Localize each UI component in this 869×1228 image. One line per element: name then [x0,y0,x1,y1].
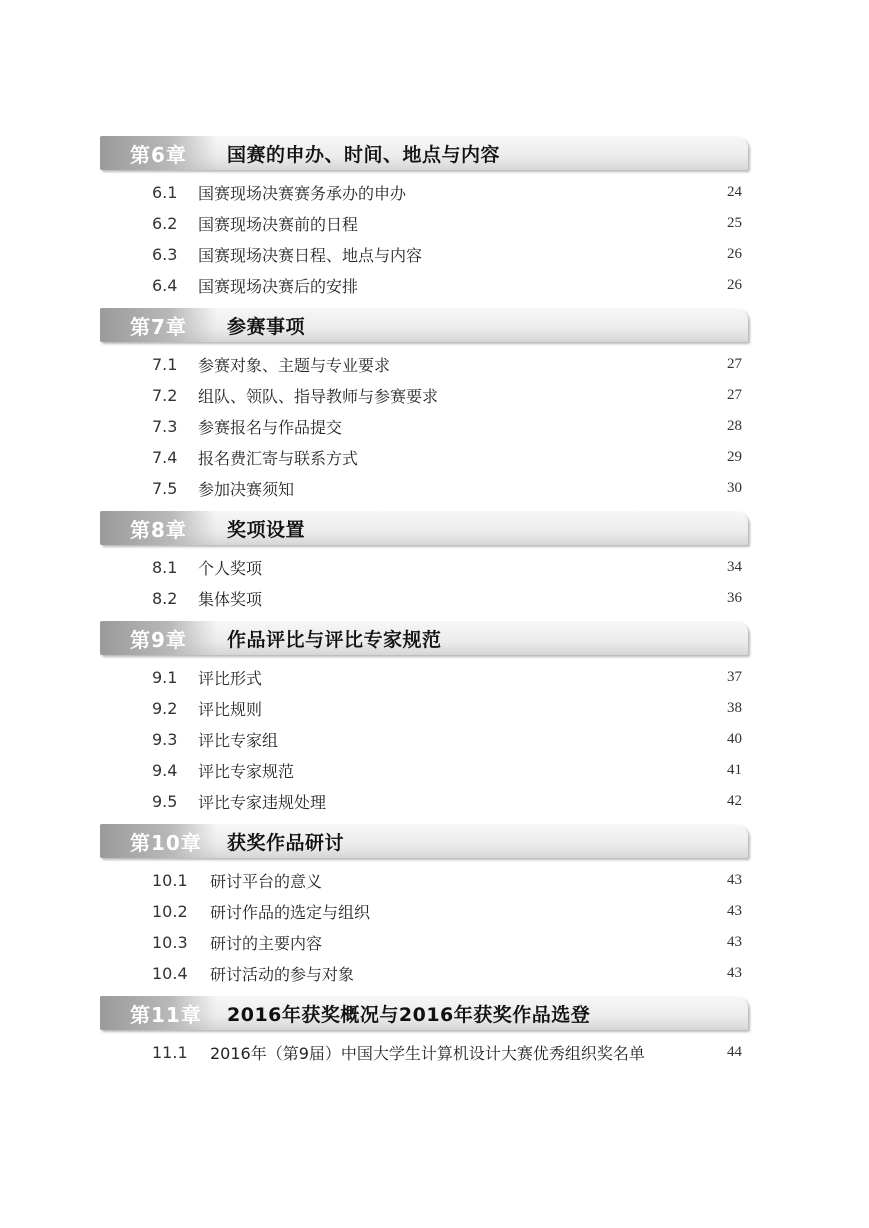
chapter-label: 第11章 [100,996,217,1030]
page-number: 43 [727,872,742,888]
section-number: 8.2 [152,589,178,608]
section-title: 报名费汇寄与联系方式 [198,449,359,468]
chapter-7-sections [100,349,748,504]
page-number: 38 [727,700,742,716]
toc-entry[interactable] [100,958,748,989]
chapter-title: 参赛事项 [227,315,306,338]
section-number: 9.2 [152,699,178,718]
section-number: 9.4 [152,761,178,780]
page-number: 37 [727,669,742,685]
toc-entry[interactable] [100,896,748,927]
page-number: 25 [727,215,742,231]
section-title: 国赛现场决赛日程、地点与内容 [198,246,423,265]
page-number: 26 [727,277,742,293]
table-of-contents [100,136,748,1070]
page-number: 28 [727,418,742,434]
section-title: 个人奖项 [198,559,263,578]
section-title: 集体奖项 [198,590,263,609]
section-number: 7.1 [152,355,178,374]
toc-entry[interactable] [100,411,748,442]
section-title: 研讨活动的参与对象 [210,965,355,984]
chapter-10-header[interactable] [100,824,748,858]
section-number: 10.4 [152,964,188,983]
toc-entry[interactable] [100,473,748,504]
section-title: 评比专家违规处理 [198,793,327,812]
chapter-9-sections [100,662,748,817]
section-title: 评比形式 [198,669,263,688]
chapter-8-sections [100,552,748,614]
chapter-6-sections [100,177,748,301]
page-number: 43 [727,903,742,919]
section-number: 9.3 [152,730,178,749]
section-number: 9.1 [152,668,178,687]
section-title: 评比专家组 [198,731,279,750]
toc-entry[interactable] [100,1037,748,1068]
chapter-6-header[interactable] [100,136,748,170]
toc-entry[interactable] [100,693,748,724]
section-title: 研讨的主要内容 [210,934,323,953]
chapter-label: 第7章 [100,308,217,342]
page-number: 29 [727,449,742,465]
section-title: 研讨平台的意义 [210,872,323,891]
section-title: 研讨作品的选定与组织 [210,903,371,922]
section-title: 参赛报名与作品提交 [198,418,343,437]
chapter-9-header[interactable] [100,621,748,655]
section-title: 国赛现场决赛后的安排 [198,277,359,296]
section-number: 7.4 [152,448,178,467]
chapter-title: 获奖作品研讨 [227,831,345,854]
section-number: 8.1 [152,558,178,577]
page-number: 34 [727,559,742,575]
section-number: 7.5 [152,479,178,498]
page-number: 27 [727,356,742,372]
page-number: 44 [727,1044,742,1060]
section-number: 11.1 [152,1043,188,1062]
page-number: 40 [727,731,742,747]
section-title: 国赛现场决赛赛务承办的申办 [198,184,407,203]
page-number: 41 [727,762,742,778]
section-title: 评比专家规范 [198,762,295,781]
section-number: 7.3 [152,417,178,436]
toc-entry[interactable] [100,786,748,817]
section-title: 2016年（第9届）中国大学生计算机设计大赛优秀组织奖名单 [210,1044,645,1063]
section-number: 6.1 [152,183,178,202]
toc-entry[interactable] [100,239,748,270]
section-number: 6.2 [152,214,178,233]
section-number: 9.5 [152,792,178,811]
chapter-label: 第10章 [100,824,217,858]
page-number: 43 [727,934,742,950]
chapter-title: 奖项设置 [227,518,306,541]
chapter-label: 第8章 [100,511,217,545]
toc-entry[interactable] [100,865,748,896]
toc-entry[interactable] [100,583,748,614]
toc-entry[interactable] [100,724,748,755]
toc-entry[interactable] [100,552,748,583]
chapter-label: 第9章 [100,621,217,655]
toc-entry[interactable] [100,662,748,693]
section-number: 6.4 [152,276,178,295]
page-number: 36 [727,590,742,606]
toc-entry[interactable] [100,755,748,786]
section-number: 7.2 [152,386,178,405]
page-number: 42 [727,793,742,809]
chapter-title: 国赛的申办、时间、地点与内容 [227,143,501,166]
chapter-11-header[interactable] [100,996,748,1030]
section-title: 组队、领队、指导教师与参赛要求 [198,387,439,406]
chapter-title: 2016年获奖概况与2016年获奖作品选登 [227,1003,591,1026]
chapter-11-sections [100,1037,748,1068]
page-number: 27 [727,387,742,403]
chapter-title: 作品评比与评比专家规范 [227,628,442,651]
section-number: 10.3 [152,933,188,952]
toc-entry[interactable] [100,380,748,411]
section-title: 参加决赛须知 [198,480,295,499]
toc-entry[interactable] [100,270,748,301]
toc-entry[interactable] [100,177,748,208]
chapter-10-sections [100,865,748,989]
section-title: 参赛对象、主题与专业要求 [198,356,391,375]
toc-entry[interactable] [100,349,748,380]
section-number: 10.1 [152,871,188,890]
toc-entry[interactable] [100,927,748,958]
section-title: 国赛现场决赛前的日程 [198,215,359,234]
chapter-8-header[interactable] [100,511,748,545]
page-number: 24 [727,184,742,200]
section-number: 6.3 [152,245,178,264]
toc-entry[interactable] [100,442,748,473]
page-number: 43 [727,965,742,981]
section-number: 10.2 [152,902,188,921]
toc-entry[interactable] [100,208,748,239]
section-title: 评比规则 [198,700,263,719]
chapter-label: 第6章 [100,136,217,170]
chapter-7-header[interactable] [100,308,748,342]
page-number: 30 [727,480,742,496]
page-number: 26 [727,246,742,262]
